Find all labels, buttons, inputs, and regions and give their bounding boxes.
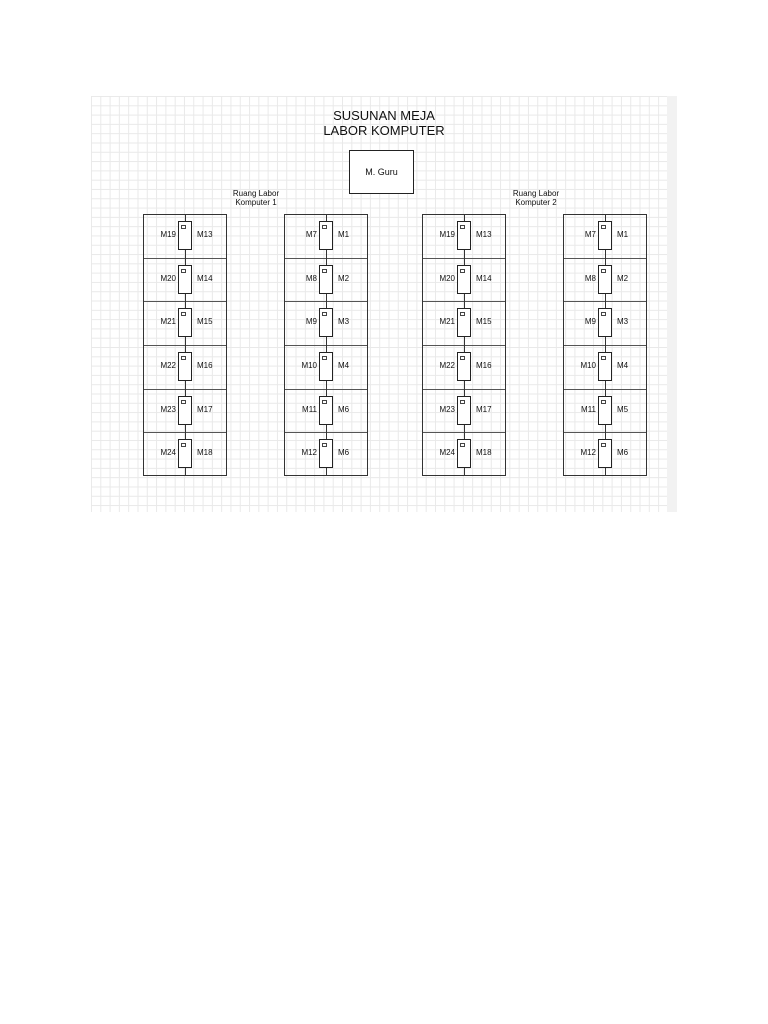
computer-icon — [457, 265, 471, 294]
seat-label-right: M2 — [617, 273, 629, 283]
computer-drive-icon — [460, 225, 465, 229]
computer-icon — [178, 396, 192, 425]
seat-label-right: M15 — [197, 317, 213, 327]
computer-icon — [178, 221, 192, 250]
computer-drive-icon — [322, 443, 327, 447]
seat-label-left: M10 — [301, 360, 317, 370]
computer-icon — [457, 221, 471, 250]
seat-label-left: M9 — [584, 317, 596, 327]
room-label-2-line2: Komputer 2 — [515, 198, 557, 207]
desk-row — [144, 390, 226, 434]
computer-icon — [319, 352, 333, 381]
desk-row — [144, 215, 226, 259]
seat-label-right: M15 — [476, 317, 492, 327]
seat-label-left: M21 — [160, 317, 176, 327]
computer-drive-icon — [601, 400, 606, 404]
seat-label-left: M20 — [439, 273, 455, 283]
desk-row — [144, 302, 226, 346]
seat-label-right: M17 — [197, 404, 213, 414]
desk-row — [564, 346, 646, 390]
computer-drive-icon — [460, 356, 465, 360]
computer-icon — [457, 308, 471, 337]
computer-drive-icon — [181, 269, 186, 273]
desk-row — [423, 215, 505, 259]
computer-drive-icon — [601, 443, 606, 447]
seat-label-left: M7 — [305, 230, 317, 239]
room-label-1-line1: Ruang Labor — [232, 189, 280, 198]
canvas-edge — [667, 96, 677, 512]
seat-label-left: M19 — [439, 230, 455, 239]
computer-drive-icon — [181, 443, 186, 447]
seat-label-right: M13 — [197, 230, 213, 239]
computer-icon — [319, 265, 333, 294]
desk-row — [423, 259, 505, 303]
computer-icon — [178, 265, 192, 294]
seat-label-left: M11 — [581, 404, 596, 414]
computer-drive-icon — [460, 443, 465, 447]
computer-icon — [319, 221, 333, 250]
desk-row — [144, 346, 226, 390]
computer-drive-icon — [460, 269, 465, 273]
desk-row — [144, 433, 226, 477]
seat-label-right: M4 — [338, 360, 350, 370]
desk-row — [423, 302, 505, 346]
computer-drive-icon — [601, 225, 606, 229]
room-label-2-line1: Ruang Labor — [512, 189, 560, 198]
seat-label-left: M8 — [584, 273, 596, 283]
desk-row — [564, 215, 646, 259]
desk-row — [285, 302, 367, 346]
seat-label-left: M22 — [439, 360, 455, 370]
desk-row — [564, 302, 646, 346]
computer-drive-icon — [601, 312, 606, 316]
diagram-title-line2: LABOR KOMPUTER — [323, 123, 445, 138]
computer-icon — [319, 308, 333, 337]
seat-label-left: M20 — [160, 273, 176, 283]
computer-drive-icon — [322, 269, 327, 273]
desk-row — [285, 390, 367, 434]
desk-row — [423, 433, 505, 477]
seat-label-right: M3 — [338, 317, 350, 327]
computer-drive-icon — [181, 356, 186, 360]
room-label-1 — [223, 189, 289, 207]
desk-row — [285, 259, 367, 303]
seat-label-right: M18 — [197, 448, 213, 458]
desk-row — [564, 259, 646, 303]
teacher-desk — [349, 150, 414, 194]
teacher-desk-label: M. Guru — [365, 167, 398, 177]
diagram-canvas — [91, 96, 677, 512]
seat-label-right: M3 — [617, 317, 629, 327]
computer-icon — [598, 308, 612, 337]
computer-drive-icon — [322, 356, 327, 360]
desk-column-4 — [563, 214, 647, 476]
diagram-title-line1: SUSUNAN MEJA — [333, 108, 435, 123]
computer-icon — [598, 396, 612, 425]
computer-icon — [319, 439, 333, 468]
seat-label-right: M16 — [476, 360, 492, 370]
computer-icon — [598, 221, 612, 250]
seat-label-right: M6 — [338, 404, 350, 414]
computer-drive-icon — [322, 312, 327, 316]
desk-column-1 — [143, 214, 227, 476]
computer-icon — [457, 396, 471, 425]
desk-row — [423, 390, 505, 434]
desk-row — [423, 346, 505, 390]
seat-label-left: M12 — [580, 448, 596, 458]
desk-row — [285, 215, 367, 259]
seat-label-left: M11 — [302, 404, 317, 414]
computer-drive-icon — [460, 312, 465, 316]
computer-icon — [319, 396, 333, 425]
desk-column-2 — [284, 214, 368, 476]
computer-drive-icon — [181, 225, 186, 229]
seat-label-right: M14 — [197, 273, 213, 283]
computer-icon — [598, 352, 612, 381]
seat-label-left: M23 — [439, 404, 455, 414]
desk-row — [564, 390, 646, 434]
seat-label-left: M7 — [584, 230, 596, 239]
desk-row — [285, 433, 367, 477]
seat-label-right: M5 — [617, 404, 629, 414]
desk-row — [564, 433, 646, 477]
computer-icon — [598, 439, 612, 468]
computer-drive-icon — [322, 400, 327, 404]
seat-label-right: M14 — [476, 273, 492, 283]
seat-label-left: M21 — [439, 317, 455, 327]
computer-icon — [598, 265, 612, 294]
seat-label-right: M18 — [476, 448, 492, 458]
seat-label-right: M6 — [617, 448, 629, 458]
seat-label-right: M2 — [338, 273, 350, 283]
desk-row — [285, 346, 367, 390]
seat-label-right: M16 — [197, 360, 213, 370]
seat-label-left: M22 — [160, 360, 176, 370]
seat-label-right: M13 — [476, 230, 492, 239]
room-label-2 — [503, 189, 569, 207]
desk-row — [144, 259, 226, 303]
seat-label-left: M23 — [160, 404, 176, 414]
computer-icon — [178, 308, 192, 337]
computer-icon — [178, 439, 192, 468]
seat-label-left: M12 — [301, 448, 317, 458]
seat-label-left: M19 — [160, 230, 176, 239]
desk-column-3 — [422, 214, 506, 476]
computer-drive-icon — [601, 356, 606, 360]
seat-label-left: M8 — [305, 273, 317, 283]
seat-label-right: M4 — [617, 360, 629, 370]
seat-label-left: M24 — [439, 448, 455, 458]
computer-icon — [457, 352, 471, 381]
computer-drive-icon — [181, 400, 186, 404]
computer-icon — [178, 352, 192, 381]
seat-label-right: M1 — [338, 230, 350, 239]
room-label-1-line2: Komputer 1 — [235, 198, 277, 207]
seat-label-left: M10 — [580, 360, 596, 370]
computer-drive-icon — [460, 400, 465, 404]
computer-icon — [457, 439, 471, 468]
seat-label-right: M17 — [476, 404, 492, 414]
seat-label-right: M6 — [338, 448, 350, 458]
seat-label-right: M1 — [617, 230, 629, 239]
computer-drive-icon — [601, 269, 606, 273]
computer-drive-icon — [322, 225, 327, 229]
seat-label-left: M9 — [305, 317, 317, 327]
computer-drive-icon — [181, 312, 186, 316]
seat-label-left: M24 — [160, 448, 176, 458]
